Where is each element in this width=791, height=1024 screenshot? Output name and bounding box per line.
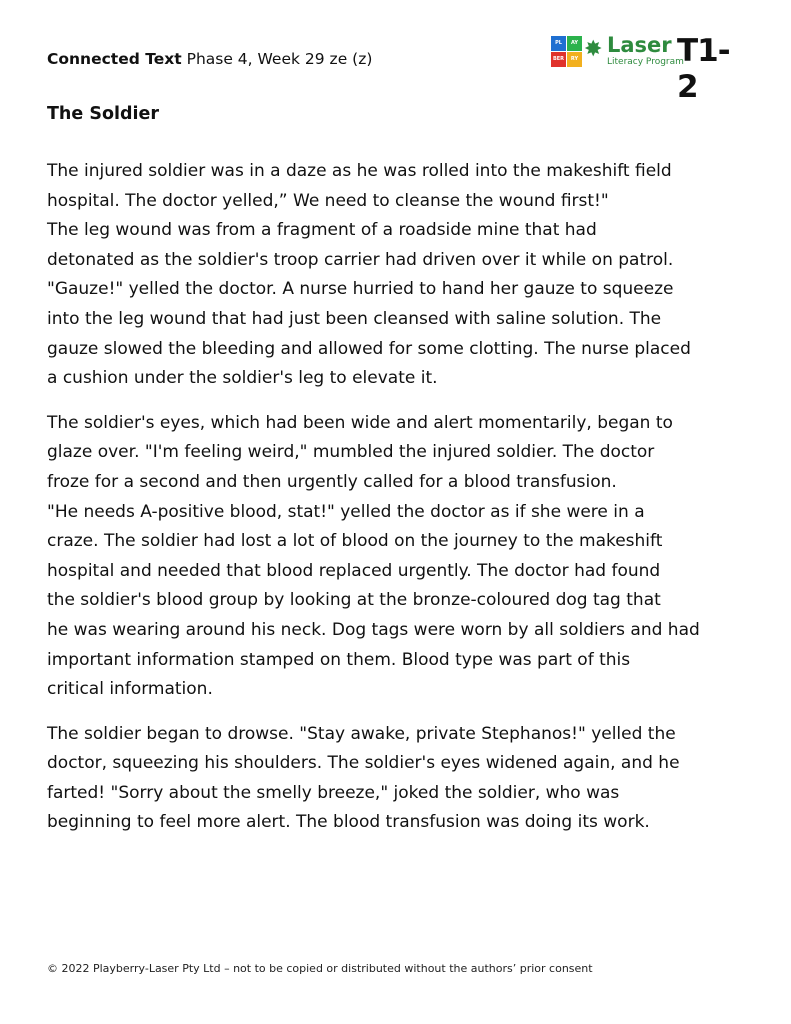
logo-laser-text: Laser	[607, 33, 672, 57]
copyright-footer: © 2022 Playberry-Laser Pty Ltd – not to be copied or distributed without the authors’ prior consent	[47, 962, 593, 975]
star-burst-icon: ✸	[584, 37, 603, 62]
logo-grid-icon	[551, 36, 583, 68]
header-label-rest: Phase 4, Week 29 ze (z)	[186, 50, 373, 68]
header-label-bold: Connected Text	[47, 50, 182, 68]
story-title: The Soldier	[47, 104, 160, 124]
logo-level: T1-2	[677, 33, 730, 105]
laser-literacy-logo	[551, 33, 731, 105]
story-paragraph-1: The injured soldier was in a daze as he was rolled into the makeshift field hospital. The doctor yelled,” We need to cleanse the wound first!" The leg wound was from a fragment of a roadside mine that had detonated as the soldier's troop carrier had driven over it while on patrol. "Gauze!" yelled the doctor. A nurse hurried to hand her gauze to squeeze into the leg wound that had just been cleansed with saline solution. The gauze slowed the bleeding and allowed for some clotting. The nurse placed a cushion under the soldier's leg to elevate it.	[47, 161, 691, 389]
story-paragraph-2: The soldier's eyes, which had been wide and alert momentarily, began to glaze over. "I'm feeling weird," mumbled the injured soldier. The doctor froze for a second and then urgently called for a blood transfusion. "He needs A-positive blood, stat!" yelled the doctor as if she were in a craze. The soldier had lost a lot of blood on the journey to the makeshift hospital and needed that blood replaced urgently. The doctor had found the soldier's blood group by looking at the bronze-coloured dog tag that he was wearing around his neck. Dog tags were worn by all soldiers and had important information stamped on them. Blood type was part of this critical information.	[47, 412, 700, 700]
story-paragraph-3: The soldier began to drowse. "Stay awake, private Stephanos!" yelled the doctor, squeezing his shoulders. The soldier's eyes widened again, and he farted! "Sorry about the smelly breeze," joked the soldier, who was beginning to feel more alert. The blood transfusion was doing its work.	[47, 723, 680, 833]
story-body	[47, 157, 757, 853]
logo-cell-2: AY	[567, 36, 582, 51]
logo-cell-3: BER	[551, 52, 566, 67]
logo-cell-1: PL	[551, 36, 566, 51]
page-header	[47, 50, 372, 68]
logo-subtitle: Literacy Program	[607, 57, 684, 67]
logo-cell-4: RY	[567, 52, 582, 67]
